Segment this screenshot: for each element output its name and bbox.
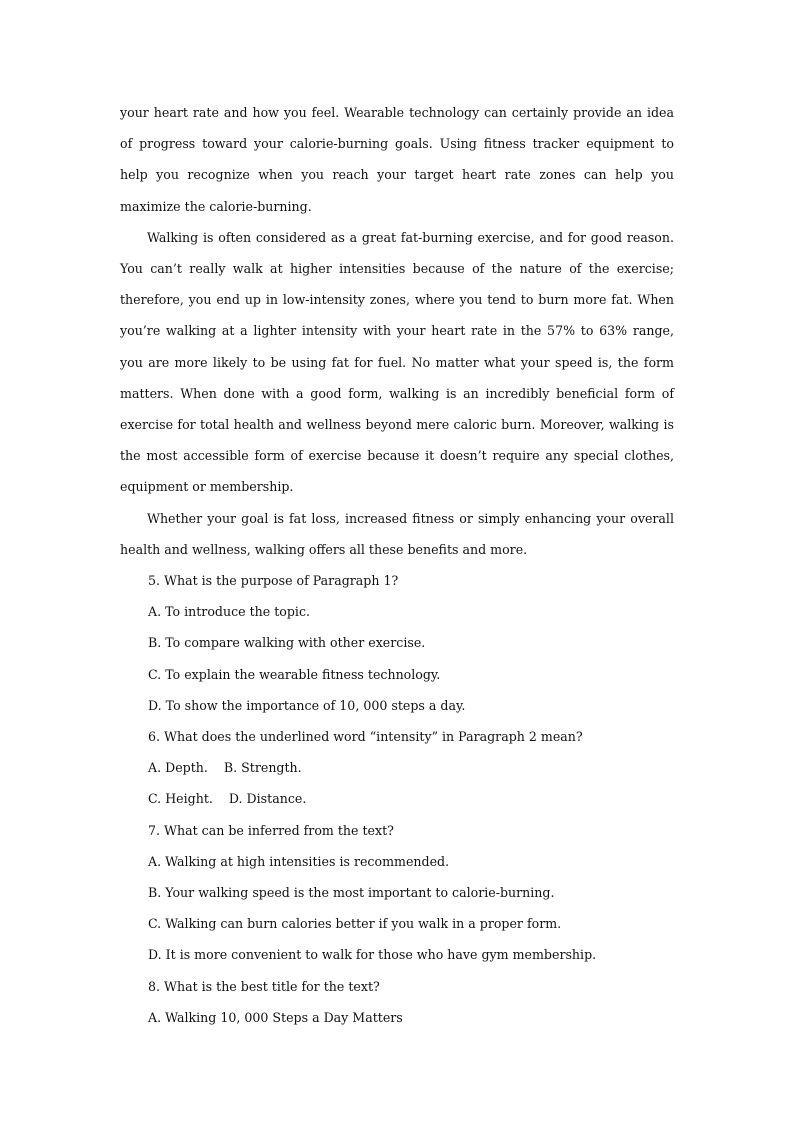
question-stem: 6. What does the underlined word “intensity” in Paragraph 2 mean? (148, 729, 583, 745)
answer-option: D. To show the importance of 10, 000 steps a day. (148, 697, 466, 713)
answer-option: C. Walking can burn calories better if you walk in a proper form. (148, 916, 562, 932)
question-8 (120, 971, 674, 1033)
answer-option: A. Walking 10, 000 Steps a Day Matters (148, 1009, 403, 1025)
answer-option-row: A. Depth. B. Strength. (148, 760, 302, 776)
answer-option: A. Walking at high intensities is recommended. (148, 853, 450, 869)
passage-paragraph-continued: your heart rate and how you feel. Wearable technology can certainly provide an idea of progress toward your calorie-burning goals. Using fitness tracker equipment to help you recognize when you reach your target heart rate zones can help you maximize the calorie-burning. (120, 105, 674, 214)
answer-option: D. It is more convenient to walk for those who have gym membership. (148, 947, 597, 963)
question-5 (120, 565, 674, 721)
answer-option: A. To introduce the topic. (148, 604, 311, 620)
passage-paragraph-conclusion: Whether your goal is fat loss, increased fitness or simply enhancing your overall health and wellness, walking offers all these benefits and more. (120, 510, 674, 557)
answer-option: B. Your walking speed is the most important to calorie-burning. (148, 885, 555, 901)
answer-option: C. To explain the wearable fitness technology. (148, 666, 441, 682)
document-page (120, 97, 674, 1033)
passage-paragraph-walking: Walking is often considered as a great fat-burning exercise, and for good reason. You can’t really walk at higher intensities because of the nature of the exercise; therefore, you end up in low-intensity zones, where you tend to burn more fat. When you’re walking at a lighter intensity with your heart rate in the 57% to 63% range, you are more likely to be using fat for fuel. No matter what your speed is, the form matters. When done with a good form, walking is an incredibly beneficial form of exercise for total health and wellness beyond mere caloric burn. Moreover, walking is the most accessible form of exercise because it doesn’t require any special clothes, equipment or membership. (120, 229, 674, 495)
question-stem: 5. What is the purpose of Paragraph 1? (148, 573, 399, 589)
answer-option-row: C. Height. D. Distance. (148, 791, 307, 807)
question-stem: 7. What can be inferred from the text? (148, 822, 394, 838)
answer-option: B. To compare walking with other exercise. (148, 635, 426, 651)
question-7 (120, 815, 674, 971)
question-6 (120, 721, 674, 815)
question-stem: 8. What is the best title for the text? (148, 978, 380, 994)
